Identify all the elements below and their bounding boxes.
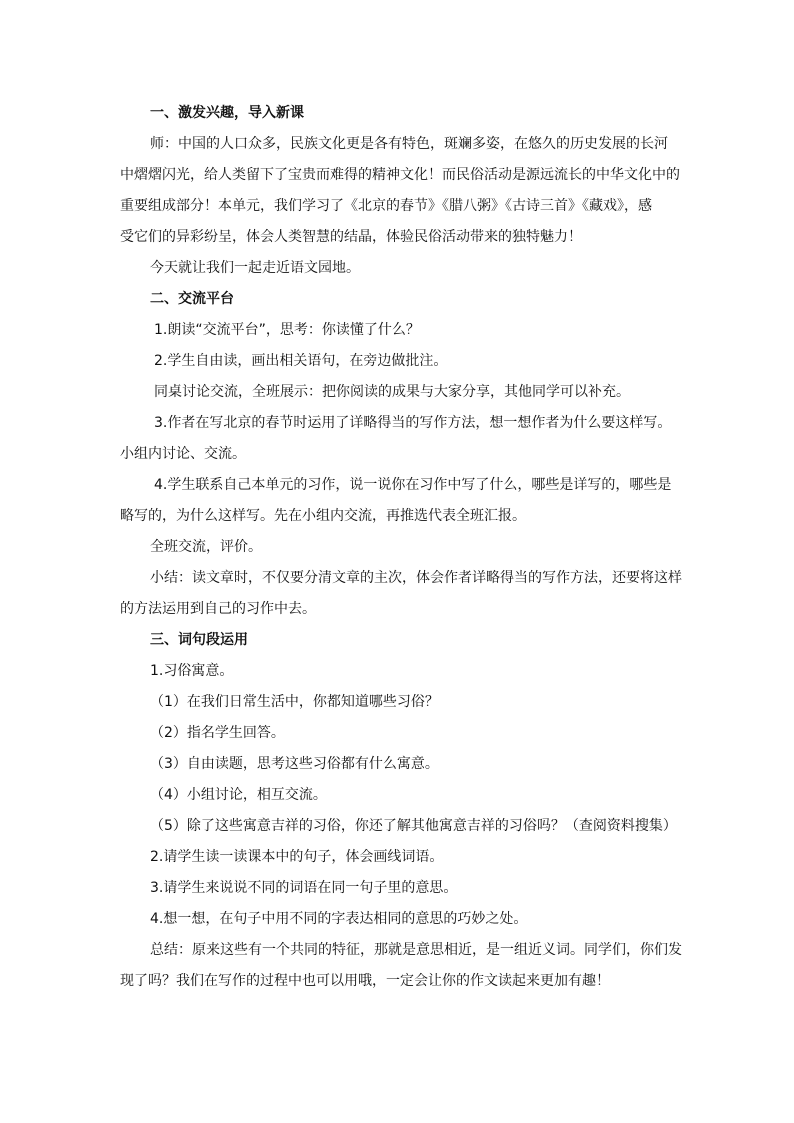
- paragraph-line: 重要组成部分！本单元，我们学习了《北京的春节》《腊八粥》《古诗三首》《藏戏》，感: [120, 198, 652, 214]
- list-item: 4.想一想，在句子中用不同的字表达相同的意思的巧妙之处。: [150, 911, 528, 927]
- paragraph-line: 受它们的异彩纷呈，体会人类智慧的结晶，体验民俗活动带来的独特魅力！: [120, 229, 582, 245]
- paragraph-line: 略写的，为什么这样写。先在小组内交流，再推选代表全班汇报。: [120, 508, 526, 524]
- list-item: （4）小组讨论，相互交流。: [150, 787, 327, 803]
- list-item: （5）除了这些寓意吉祥的习俗，你还了解其他寓意吉祥的习俗吗？（查阅资料搜集）: [150, 818, 677, 834]
- section-heading: 二、交流平台: [150, 291, 234, 307]
- list-item: 1.朗读“交流平台”，思考：你读懂了什么？: [154, 322, 420, 338]
- section-heading: 一、激发兴趣，导入新课: [150, 105, 304, 121]
- list-item: 4.学生联系自己本单元的习作，说一说你在习作中写了什么，哪些是详写的，哪些是: [154, 477, 672, 493]
- paragraph-line: 总结：原来这些有一个共同的特征，那就是意思相近，是一组近义词。同学们，你们发: [150, 942, 682, 958]
- paragraph-line: 的方法运用到自己的习作中去。: [120, 601, 316, 617]
- paragraph-line: 小组内讨论、交流。: [120, 446, 246, 462]
- paragraph-line: 小结：读文章时，不仅要分清文章的主次，体会作者详略得当的写作方法，还要将这样: [150, 570, 682, 586]
- section-heading: 三、词句段运用: [150, 632, 248, 648]
- paragraph-line: 中熠熠闪光，给人类留下了宝贵而难得的精神文化！而民俗活动是源远流长的中华文化中的: [120, 167, 680, 183]
- list-item: 2.请学生读一读课本中的句子，体会画线词语。: [150, 849, 444, 865]
- list-item: 3.作者在写北京的春节时运用了详略得当的写作方法，想一想作者为什么要这样写。: [154, 415, 672, 431]
- list-item: 3.请学生来说说不同的词语在同一句子里的意思。: [150, 880, 458, 896]
- paragraph-line: 同桌讨论交流，全班展示：把你阅读的成果与大家分享，其他同学可以补充。: [154, 384, 630, 400]
- list-item: 2.学生自由读，画出相关语句，在旁边做批注。: [154, 353, 448, 369]
- list-item: （3）自由读题，思考这些习俗都有什么寓意。: [150, 756, 439, 772]
- paragraph-line: 现了吗？我们在写作的过程中也可以用哦，一定会让你的作文读起来更加有趣！: [120, 973, 610, 989]
- paragraph-line: 师：中国的人口众多，民族文化更是各有特色，斑斓多姿，在悠久的历史发展的长河: [150, 136, 668, 152]
- list-item: （2）指名学生回答。: [150, 725, 285, 741]
- paragraph-line: 全班交流，评价。: [150, 539, 262, 555]
- list-item: 1.习俗寓意。: [150, 663, 234, 679]
- list-item: （1）在我们日常生活中，你都知道哪些习俗？: [150, 694, 439, 710]
- paragraph-line: 今天就让我们一起走近语文园地。: [150, 260, 360, 276]
